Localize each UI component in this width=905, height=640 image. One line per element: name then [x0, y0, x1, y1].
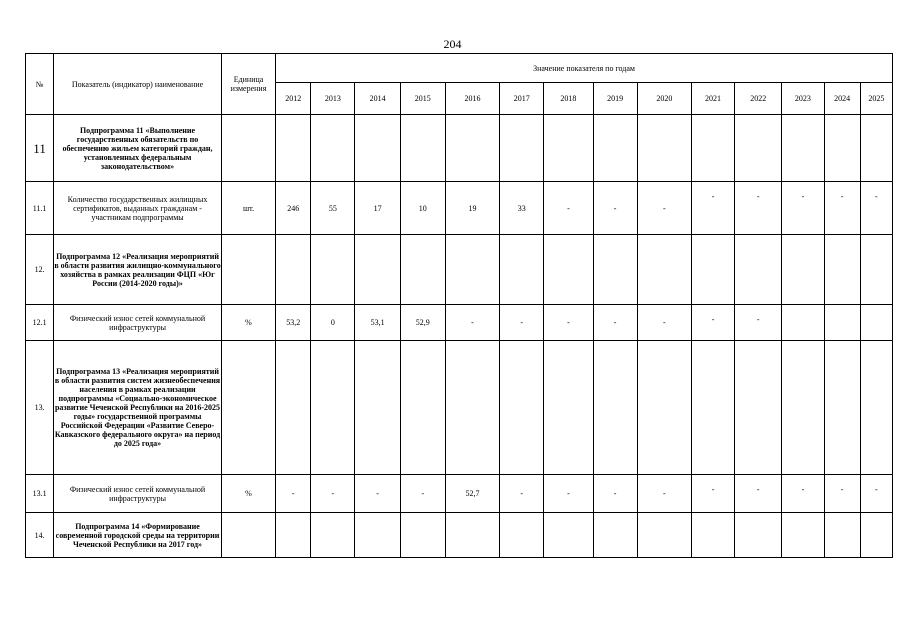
value-cell: [400, 513, 445, 558]
value-cell: [691, 235, 734, 305]
value-cell: [311, 235, 355, 305]
value-cell: [500, 115, 544, 182]
value-cell: [311, 115, 355, 182]
value-cell: -: [691, 475, 734, 513]
value-cell: [400, 341, 445, 475]
value-cell: [782, 115, 824, 182]
value-cell: [445, 235, 499, 305]
value-cell: [500, 235, 544, 305]
table-row: [26, 115, 893, 182]
value-cell: -: [782, 475, 824, 513]
value-cell: 52,9: [400, 305, 445, 341]
unit-cell: [221, 341, 275, 475]
value-cell: [824, 305, 860, 341]
value-cell: -: [735, 475, 782, 513]
value-cell: [637, 235, 691, 305]
value-cell: [311, 513, 355, 558]
value-cell: [544, 513, 593, 558]
value-cell: 53,1: [355, 305, 400, 341]
header-unit: Единица измерения: [221, 54, 275, 115]
value-cell: [500, 341, 544, 475]
value-cell: [400, 115, 445, 182]
value-cell: -: [544, 182, 593, 235]
value-cell: -: [637, 182, 691, 235]
value-cell: [593, 115, 637, 182]
value-cell: [691, 115, 734, 182]
row-number: 14.: [26, 513, 54, 558]
page-number: 204: [443, 37, 462, 51]
value-cell: [691, 341, 734, 475]
value-cell: -: [637, 475, 691, 513]
year-header: 2023: [782, 83, 824, 115]
value-cell: [637, 115, 691, 182]
value-cell: [782, 341, 824, 475]
value-cell: -: [355, 475, 400, 513]
year-header: 2025: [860, 83, 892, 115]
value-cell: [637, 513, 691, 558]
value-cell: -: [311, 475, 355, 513]
year-header: 2018: [544, 83, 593, 115]
value-cell: [691, 513, 734, 558]
value-cell: [824, 341, 860, 475]
value-cell: 53,2: [276, 305, 311, 341]
year-header: 2019: [593, 83, 637, 115]
value-cell: -: [824, 475, 860, 513]
header-values-title: Значение показателя по годам: [276, 54, 893, 83]
indicator-name: Подпрограмма 13 «Реализация мероприятий в области развития систем жизнеобеспечения населения в рамках реализации подпрограммы «Социально-экономическое развитие Чеченской Республики на 2016-2025 годы» государственной программы Российской Федерации «Развитие Северо-Кавказского федерального округа» на период до 2025 года»: [54, 341, 222, 475]
indicator-table: [25, 53, 893, 558]
value-cell: [500, 513, 544, 558]
value-cell: [400, 235, 445, 305]
value-cell: -: [860, 182, 892, 235]
value-cell: -: [445, 305, 499, 341]
value-cell: -: [735, 305, 782, 341]
value-cell: [824, 115, 860, 182]
table-row: [26, 235, 893, 305]
value-cell: -: [593, 182, 637, 235]
value-cell: [445, 341, 499, 475]
indicator-name: Подпрограмма 11 «Выполнение государственных обязательств по обеспечению жильем категорий граждан, установленных федеральным законодательством»: [54, 115, 222, 182]
indicator-name: Подпрограмма 12 «Реализация мероприятий в области развития жилищно-коммунального хозяйства в рамках реализации ФЦП «Юг России (2014-2020 годы)»: [54, 235, 222, 305]
value-cell: [824, 235, 860, 305]
value-cell: [445, 513, 499, 558]
value-cell: 246: [276, 182, 311, 235]
year-header: 2024: [824, 83, 860, 115]
value-cell: -: [593, 475, 637, 513]
value-cell: [544, 115, 593, 182]
value-cell: [276, 235, 311, 305]
value-cell: [735, 115, 782, 182]
value-cell: 0: [311, 305, 355, 341]
row-number: 13.: [26, 341, 54, 475]
value-cell: -: [500, 305, 544, 341]
indicator-name: Подпрограмма 14 «Формирование современной городской среды на территории Чеченской Республики на 2017 год»: [54, 513, 222, 558]
value-cell: -: [544, 305, 593, 341]
value-cell: [824, 513, 860, 558]
table-row: [26, 182, 893, 235]
value-cell: -: [691, 182, 734, 235]
value-cell: 52,7: [445, 475, 499, 513]
indicator-name: Физический износ сетей коммунальной инфраструктуры: [54, 475, 222, 513]
unit-cell: [221, 235, 275, 305]
value-cell: 55: [311, 182, 355, 235]
value-cell: [735, 235, 782, 305]
value-cell: -: [276, 475, 311, 513]
value-cell: -: [637, 305, 691, 341]
value-cell: [860, 305, 892, 341]
table-row: [26, 475, 893, 513]
unit-cell: [221, 115, 275, 182]
value-cell: [593, 513, 637, 558]
header-num: №: [26, 54, 54, 115]
value-cell: 33: [500, 182, 544, 235]
unit-cell: шт.: [221, 182, 275, 235]
header-indicator: Показатель (индикатор) наименование: [54, 54, 222, 115]
value-cell: [355, 341, 400, 475]
table-row: [26, 305, 893, 341]
year-header: 2015: [400, 83, 445, 115]
unit-cell: %: [221, 305, 275, 341]
row-number: 12.: [26, 235, 54, 305]
value-cell: -: [593, 305, 637, 341]
value-cell: -: [824, 182, 860, 235]
value-cell: [860, 115, 892, 182]
row-number: 12.1: [26, 305, 54, 341]
value-cell: [593, 341, 637, 475]
year-header: 2022: [735, 83, 782, 115]
value-cell: [735, 341, 782, 475]
table-row: [26, 341, 893, 475]
table-row: [26, 513, 893, 558]
row-number: 11: [26, 115, 54, 182]
value-cell: [355, 115, 400, 182]
value-cell: [276, 115, 311, 182]
value-cell: [445, 115, 499, 182]
value-cell: -: [500, 475, 544, 513]
indicator-name: Количество государственных жилищных сертификатов, выданных гражданам - участникам подпрограммы: [54, 182, 222, 235]
year-header: 2013: [311, 83, 355, 115]
value-cell: [637, 341, 691, 475]
value-cell: [593, 235, 637, 305]
indicator-name: Физический износ сетей коммунальной инфраструктуры: [54, 305, 222, 341]
year-header: 2016: [445, 83, 499, 115]
value-cell: -: [400, 475, 445, 513]
unit-cell: [221, 513, 275, 558]
value-cell: [355, 235, 400, 305]
year-header: 2012: [276, 83, 311, 115]
value-cell: [276, 341, 311, 475]
value-cell: [735, 513, 782, 558]
value-cell: -: [544, 475, 593, 513]
value-cell: [860, 341, 892, 475]
year-header: 2014: [355, 83, 400, 115]
value-cell: [860, 235, 892, 305]
year-header: 2017: [500, 83, 544, 115]
row-number: 11.1: [26, 182, 54, 235]
unit-cell: %: [221, 475, 275, 513]
value-cell: [276, 513, 311, 558]
value-cell: 17: [355, 182, 400, 235]
value-cell: [311, 341, 355, 475]
value-cell: [782, 513, 824, 558]
value-cell: [860, 513, 892, 558]
row-number: 13.1: [26, 475, 54, 513]
value-cell: -: [782, 182, 824, 235]
value-cell: 19: [445, 182, 499, 235]
value-cell: [782, 235, 824, 305]
value-cell: -: [735, 182, 782, 235]
value-cell: [544, 341, 593, 475]
value-cell: [782, 305, 824, 341]
year-header: 2021: [691, 83, 734, 115]
value-cell: -: [860, 475, 892, 513]
value-cell: [544, 235, 593, 305]
year-header: 2020: [637, 83, 691, 115]
value-cell: -: [691, 305, 734, 341]
value-cell: 10: [400, 182, 445, 235]
value-cell: [355, 513, 400, 558]
